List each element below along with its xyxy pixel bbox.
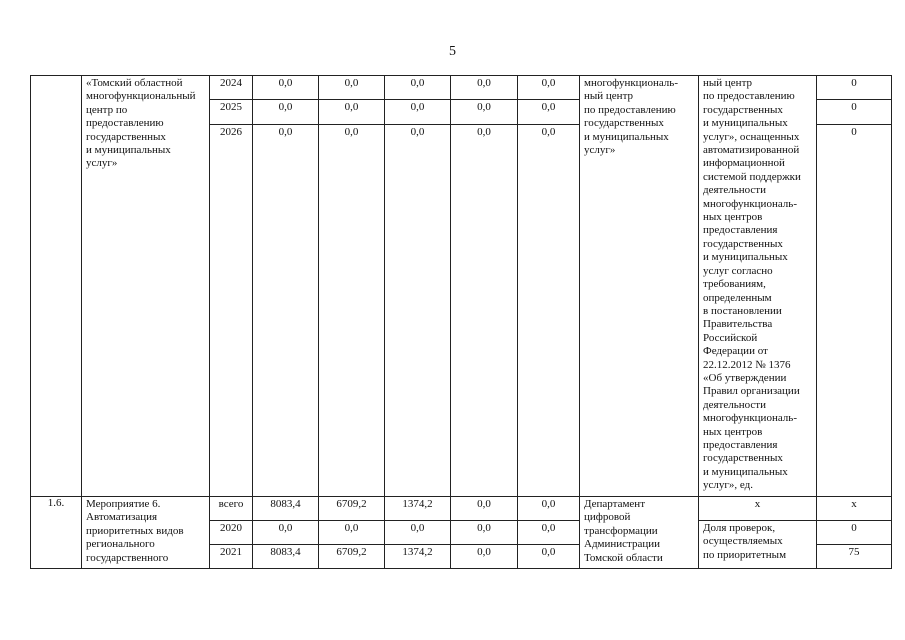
value-cell: 0,0: [253, 125, 319, 497]
executor-line: по предоставлению: [584, 103, 676, 116]
indicator-line: и муниципальных: [703, 251, 788, 264]
executor-cell: [580, 497, 699, 569]
program-line: государственного: [86, 551, 169, 564]
program-table: [30, 75, 892, 569]
executor-line: цифровой: [584, 511, 631, 524]
indicator-line: Федерации от: [703, 345, 768, 358]
program-line: предоставлению: [86, 117, 164, 130]
value-cell: 0,0: [253, 100, 319, 125]
indicator-line: услуг», оснащенных: [703, 130, 800, 143]
table-row: [31, 497, 892, 521]
value-cell: 0,0: [518, 76, 580, 100]
program-line: регионального: [86, 538, 155, 551]
indicator-cell: [699, 521, 817, 569]
value-cell: 0,0: [253, 521, 319, 545]
indicator-line: многофункциональ-: [703, 412, 797, 425]
year-cell: 2021: [210, 545, 253, 569]
row-number-cell: [31, 76, 82, 497]
indicator-line: деятельности: [703, 398, 766, 411]
target-value-cell: 0: [817, 100, 892, 125]
executor-line: Томской области: [584, 551, 663, 564]
indicator-line: предоставления: [703, 438, 778, 451]
indicator-line: государственных: [703, 103, 783, 116]
value-cell: 0,0: [319, 125, 385, 497]
executor-line: ный центр: [584, 90, 634, 103]
value-cell: 0,0: [518, 125, 580, 497]
value-cell: 0,0: [451, 497, 518, 521]
indicator-line: ный центр: [703, 77, 753, 89]
program-line: Автоматизация: [86, 511, 158, 524]
value-cell: 8083,4: [253, 545, 319, 569]
value-cell: 0,0: [319, 76, 385, 100]
indicator-line: 22.12.2012 № 1376: [703, 358, 791, 371]
indicator-line: услуг согласно: [703, 264, 773, 277]
value-cell: 0,0: [451, 125, 518, 497]
value-cell: 0,0: [451, 76, 518, 100]
indicator-line: информационной: [703, 157, 785, 170]
indicator-line: Российской: [703, 331, 758, 344]
indicator-line: услуг», ед.: [703, 479, 753, 492]
target-value-cell: 0: [817, 521, 892, 545]
value-cell: 0,0: [385, 125, 451, 497]
indicator-line: «Об утверждении: [703, 371, 787, 384]
indicator-line: деятельности: [703, 184, 766, 197]
row-number-cell: 1.6.: [31, 497, 82, 569]
indicator-line: и муниципальных: [703, 465, 788, 478]
year-cell: 2025: [210, 100, 253, 125]
program-name-cell: [82, 497, 210, 569]
executor-line: Администрации: [584, 538, 661, 551]
executor-line: многофункциональ-: [584, 77, 678, 89]
value-cell: 0,0: [319, 100, 385, 125]
indicator-line: автоматизированной: [703, 144, 800, 157]
indicator-line: системой поддержки: [703, 170, 801, 183]
program-line: многофункциональный: [86, 90, 196, 103]
value-cell: 0,0: [518, 497, 580, 521]
value-cell: 0,0: [451, 545, 518, 569]
indicator-cell: [699, 76, 817, 497]
page-number: 5: [449, 44, 456, 59]
year-cell: всего: [210, 497, 253, 521]
value-cell: 0,0: [253, 76, 319, 100]
value-cell: 0,0: [385, 76, 451, 100]
executor-line: и муниципальных: [584, 130, 669, 143]
indicator-line: осуществляемых: [703, 535, 783, 548]
indicator-line: по приоритетным: [703, 548, 787, 561]
value-cell: 0,0: [385, 521, 451, 545]
year-cell: 2020: [210, 521, 253, 545]
indicator-line: ных центров: [703, 425, 763, 438]
value-cell: 6709,2: [319, 497, 385, 521]
program-line: Мероприятие 6.: [86, 498, 161, 510]
indicator-line: Правил организации: [703, 385, 800, 398]
year-cell: 2026: [210, 125, 253, 497]
value-cell: 0,0: [518, 521, 580, 545]
value-cell: 0,0: [451, 521, 518, 545]
executor-cell: [580, 76, 699, 497]
program-line: услуг»: [86, 157, 118, 170]
indicator-line: предоставления: [703, 224, 778, 237]
value-cell: 6709,2: [319, 545, 385, 569]
indicator-line: и муниципальных: [703, 117, 788, 130]
target-value-cell: 0: [817, 125, 892, 497]
value-cell: 1374,2: [385, 545, 451, 569]
indicator-line: государственных: [703, 237, 783, 250]
indicator-cell: x: [699, 497, 817, 521]
indicator-line: Доля проверок,: [703, 522, 776, 534]
program-line: государственных: [86, 130, 166, 143]
year-cell: 2024: [210, 76, 253, 100]
indicator-line: государственных: [703, 452, 783, 465]
target-value-cell: x: [817, 497, 892, 521]
value-cell: 0,0: [518, 100, 580, 125]
program-line: и муниципальных: [86, 144, 171, 157]
value-cell: 0,0: [451, 100, 518, 125]
indicator-line: требованиям,: [703, 278, 766, 291]
value-cell: 0,0: [518, 545, 580, 569]
value-cell: 1374,2: [385, 497, 451, 521]
executor-line: услуг»: [584, 144, 616, 157]
indicator-line: ных центров: [703, 211, 763, 224]
executor-line: государственных: [584, 117, 664, 130]
indicator-line: определенным: [703, 291, 772, 304]
target-value-cell: 0: [817, 76, 892, 100]
value-cell: 0,0: [385, 100, 451, 125]
value-cell: 0,0: [319, 521, 385, 545]
program-line: центр по: [86, 103, 128, 116]
indicator-line: по предоставлению: [703, 90, 795, 103]
program-line: приоритетных видов: [86, 524, 184, 537]
executor-line: Департамент: [584, 498, 646, 510]
indicator-line: в постановлении: [703, 304, 782, 317]
executor-line: трансформации: [584, 524, 658, 537]
target-value-cell: 75: [817, 545, 892, 569]
program-line: «Томский областной: [86, 77, 183, 89]
indicator-line: Правительства: [703, 318, 773, 331]
program-name-cell: [82, 76, 210, 497]
indicator-line: многофункциональ-: [703, 197, 797, 210]
table-row: [31, 76, 892, 100]
value-cell: 8083,4: [253, 497, 319, 521]
